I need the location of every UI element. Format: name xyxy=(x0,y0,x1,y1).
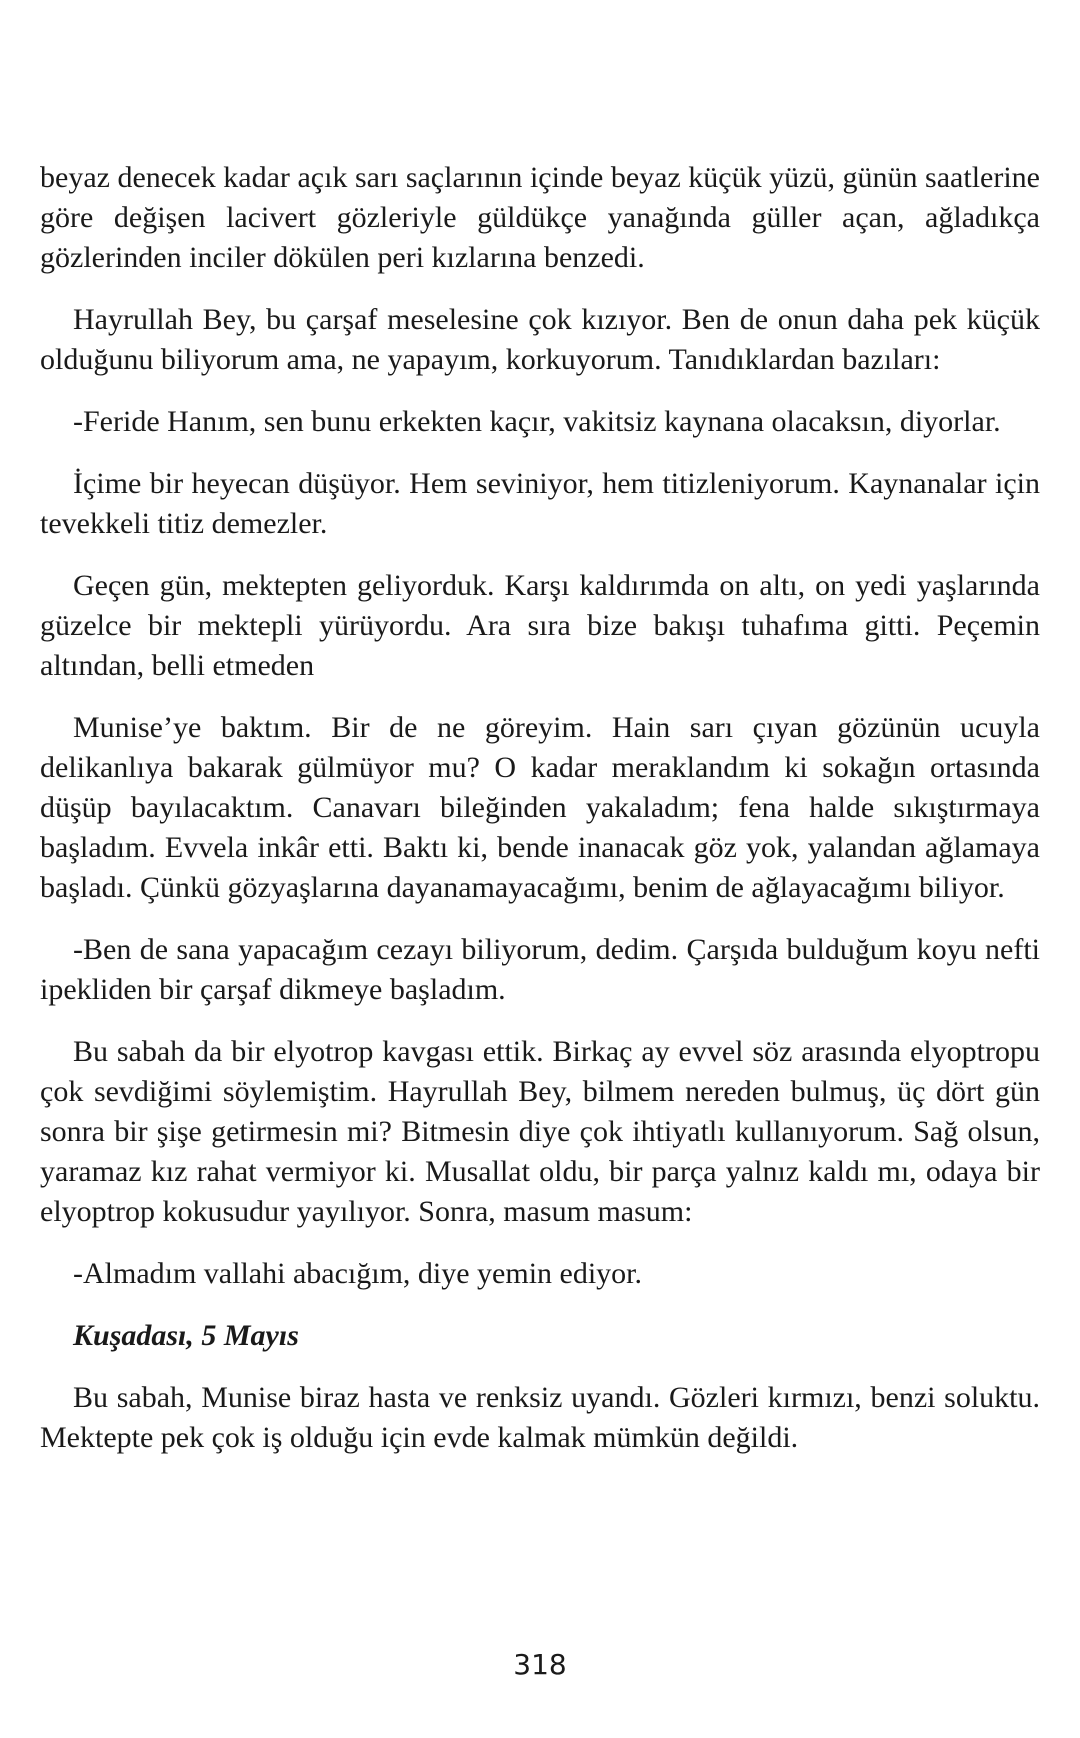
paragraph-8: Bu sabah da bir elyotrop kavgası ettik. Birkaç ay evvel söz arasında elyoptropu çok sevdiğimi söylemiştim. Hayrullah Bey, bilmem nereden bulmuş, üç dört gün sonra bir şişe getirmesin mi? Bitmesin diye çok ihtiyatlı kullanıyorum. Sağ olsun, yaramaz kız rahat vermiyor ki. Musallat oldu, bir parça yalnız kaldı mı, odaya bir elyoptrop kokusudur yayılıyor. Sonra, masum masum: xyxy=(40,1035,1040,1228)
paragraph-final: Bu sabah, Munise biraz hasta ve renksiz uyandı. Gözleri kırmızı, benzi soluktu. Mektepte pek çok iş olduğu için evde kalmak mümkün değildi. xyxy=(40,1381,1040,1454)
paragraph-5: Geçen gün, mektepten geliyorduk. Karşı kaldırımda on altı, on yedi yaşlarında güzelce bir mektepli yürüyordu. Ara sıra bize bakışı tuhafıma gitti. Peçemin altından, belli etmeden xyxy=(40,569,1040,682)
paragraph-2: Hayrullah Bey, bu çarşaf meselesine çok kızıyor. Ben de onun daha pek küçük olduğunu biliyorum ama, ne yapayım, korkuyorum. Tanıdıklardan bazıları: xyxy=(40,303,1040,376)
page-number: 318 xyxy=(513,1648,567,1681)
paragraph-4: İçime bir heyecan düşüyor. Hem seviniyor, hem titizleniyorum. Kaynanalar için tevekkeli titiz demezler. xyxy=(40,467,1040,540)
section-heading: Kuşadası, 5 Mayıs xyxy=(73,1319,299,1352)
paragraph-7: -Ben de sana yapacağım cezayı biliyorum, dedim. Çarşıda bulduğum koyu nefti ipekliden bir çarşaf dikmeye başladım. xyxy=(40,933,1040,1006)
book-page-body xyxy=(40,158,1040,1480)
paragraph-1: beyaz denecek kadar açık sarı saçlarının içinde beyaz küçük yüzü, günün saatlerine göre değişen lacivert gözleriyle güldükçe yanağında güller açan, ağladıkça gözlerinden inciler dökülen peri kızlarına benzedi. xyxy=(40,161,1040,274)
paragraph-9: -Almadım vallahi abacığım, diye yemin ediyor. xyxy=(73,1257,643,1290)
paragraph-6: Munise’ye baktım. Bir de ne göreyim. Hain sarı çıyan gözünün ucuyla delikanlıya bakarak gülmüyor mu? O kadar meraklandım ki sokağın ortasında düşüp bayılacaktım. Canavarı bileğinden yakaladım; fena halde sıkıştırmaya başladım. Evvela inkâr etti. Baktı ki, bende inanacak göz yok, yalandan ağlamaya başladı. Çünkü gözyaşlarına dayanamayacağımı, benim de ağlayacağımı biliyor. xyxy=(40,711,1040,904)
paragraph-3: -Feride Hanım, sen bunu erkekten kaçır, vakitsiz kaynana olacaksın, diyorlar. xyxy=(73,405,1001,438)
